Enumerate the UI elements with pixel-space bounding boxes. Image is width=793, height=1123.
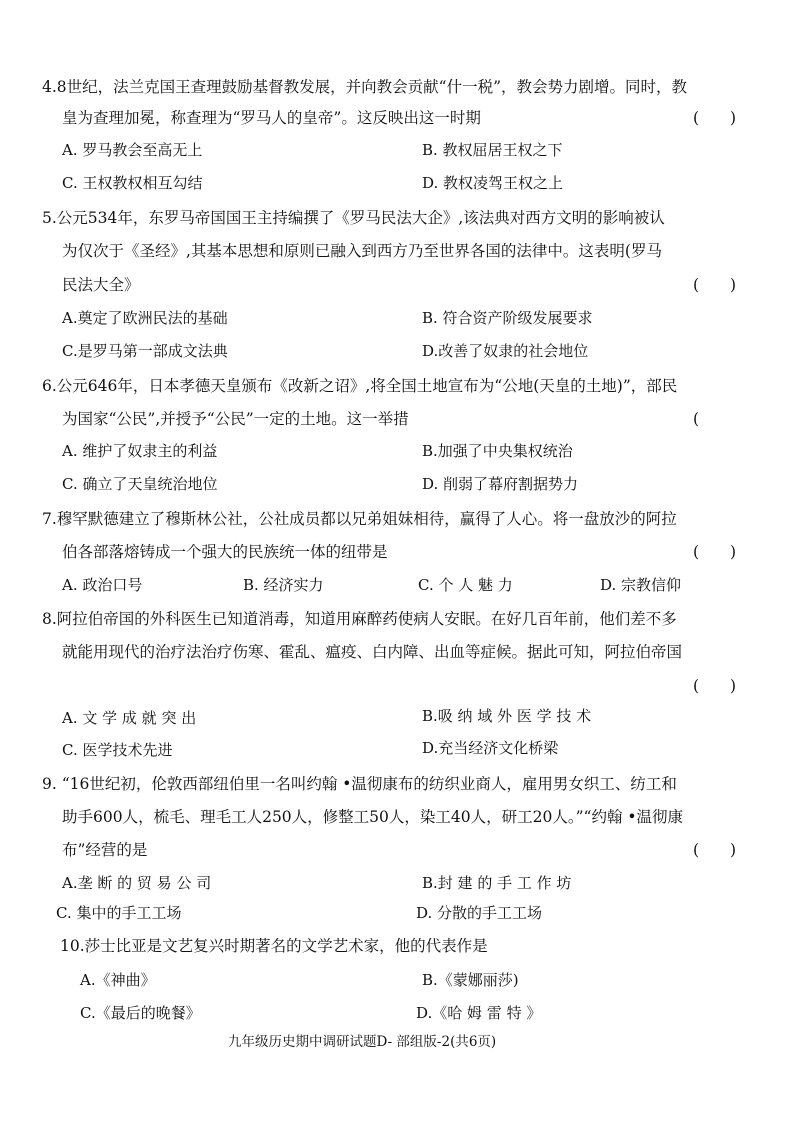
q9-option-b: B.封 建 的 手 工 作 坊 — [422, 874, 572, 892]
q8-text-line-1: 8.阿拉伯帝国的外科医生已知道消毒，知道用麻醉药使病人安眠。在好几百年前，他们差不多 — [42, 610, 677, 628]
q5-option-c: C.是罗马第一部成文法典 — [62, 342, 228, 360]
q5-option-d: D.改善了奴隶的社会地位 — [422, 342, 589, 360]
q5-text-line-2: 为仅次于《圣经》,其基本思想和原则已融入到西方乃至世界各国的法律中。这表明(罗马 — [62, 242, 662, 260]
q5-answer-paren: ( ) — [693, 276, 737, 294]
q4-option-d: D. 教权凌驾王权之上 — [422, 174, 564, 192]
q5-text-line-3: 民法大全》 — [62, 276, 140, 294]
q10-option-b: B.《蒙娜丽莎) — [422, 971, 519, 989]
q9-text-line-1: 9. “16世纪初，伦敦西部纽伯里一名叫约翰 •温彻康布的纺织业商人，雇用男女织工、纺工和 — [42, 775, 677, 793]
q8-option-b: B.吸 纳 域 外 医 学 技 术 — [422, 707, 592, 725]
q8-option-a: A. 文 学 成 就 突 出 — [62, 709, 197, 727]
q4-answer-paren: ( ) — [693, 109, 737, 127]
q4-option-c: C. 王权教权相互勾结 — [62, 174, 203, 192]
page-footer: 九年级历史期中调研试题D- 部组版-2(共6页) — [228, 1034, 497, 1050]
q7-option-d: D. 宗教信仰 — [600, 576, 682, 594]
q9-text-line-2: 助手600人，梳毛、理毛工人250人，修整工50人，染工40人，研工20人。”“约翰 •温彻康 — [62, 808, 684, 826]
q9-answer-paren: ( ) — [693, 841, 737, 859]
q5-text-line-1: 5.公元534年，东罗马帝国国王主持编撰了《罗马民法大企》,该法典对西方文明的影响被认 — [42, 209, 665, 227]
q6-text-line-1: 6.公元646年，日本孝德天皇颁布《改新之诏》,将全国土地宣布为“公地(天皇的土地)”，部民 — [42, 377, 678, 395]
q4-text-line-2: 皇为查理加冕，称查理为“罗马人的皇帝”。这反映出这一时期 — [62, 109, 481, 127]
q7-text-line-2: 伯各部落熔铸成一个强大的民族统一体的纽带是 — [62, 543, 388, 561]
q10-option-d: D.《哈 姆 雷 特 》 — [416, 1004, 542, 1022]
q5-option-b: B. 符合资产阶级发展要求 — [422, 309, 593, 327]
q7-option-c: C. 个 人 魅 力 — [418, 576, 513, 594]
q8-option-d: D.充当经济文化桥梁 — [422, 739, 559, 757]
q8-answer-paren: ( ) — [693, 677, 737, 695]
q8-text-line-2: 就能用现代的治疗法治疗伤寒、霍乱、瘟疫、白内障、出血等症候。据此可知，阿拉伯帝国 — [62, 643, 683, 661]
q6-option-a: A. 维护了奴隶主的利益 — [62, 442, 218, 460]
q4-option-b: B. 教权屈居王权之下 — [422, 141, 563, 159]
q4-text-line-1: 4.8世纪，法兰克国王查理鼓励基督教发展，并向教会贡献“什一税”，教会势力剧增。同时，教 — [42, 78, 688, 96]
q7-answer-paren: ( ) — [693, 543, 737, 561]
q10-option-a: A.《神曲》 — [80, 971, 156, 989]
q6-option-b: B.加强了中央集权统治 — [422, 442, 573, 460]
q6-option-d: D. 削弱了幕府割据势力 — [422, 475, 579, 493]
q9-option-c: C. 集中的手工工场 — [56, 904, 182, 922]
q10-text-line-1: 10.莎士比亚是文艺复兴时期著名的文学艺术家，他的代表作是 — [60, 937, 488, 955]
q10-option-c: C.《最后的晚餐》 — [80, 1004, 201, 1022]
q7-option-b: B. 经济实力 — [243, 576, 324, 594]
q9-option-d: D. 分散的手工工场 — [416, 904, 543, 922]
q7-text-line-1: 7.穆罕默德建立了穆斯林公社，公社成员都以兄弟姐妹相待，赢得了人心。将一盘放沙的阿拉 — [42, 510, 677, 528]
q9-text-line-3: 布”经营的是 — [62, 841, 148, 859]
q6-option-c: C. 确立了天皇统治地位 — [62, 475, 218, 493]
q6-answer-paren: ( — [693, 410, 700, 428]
q4-option-a: A. 罗马教会至高无上 — [62, 141, 203, 159]
q7-option-a: A. 政治口号 — [62, 576, 143, 594]
q8-option-c: C. 医学技术先进 — [62, 741, 173, 759]
q5-option-a: A.奠定了欧洲民法的基础 — [62, 309, 228, 327]
q6-text-line-2: 为国家“公民”,并授予“公民”一定的土地。这一举措 — [62, 410, 409, 428]
q9-option-a: A.垄 断 的 贸 易 公 司 — [62, 874, 212, 892]
